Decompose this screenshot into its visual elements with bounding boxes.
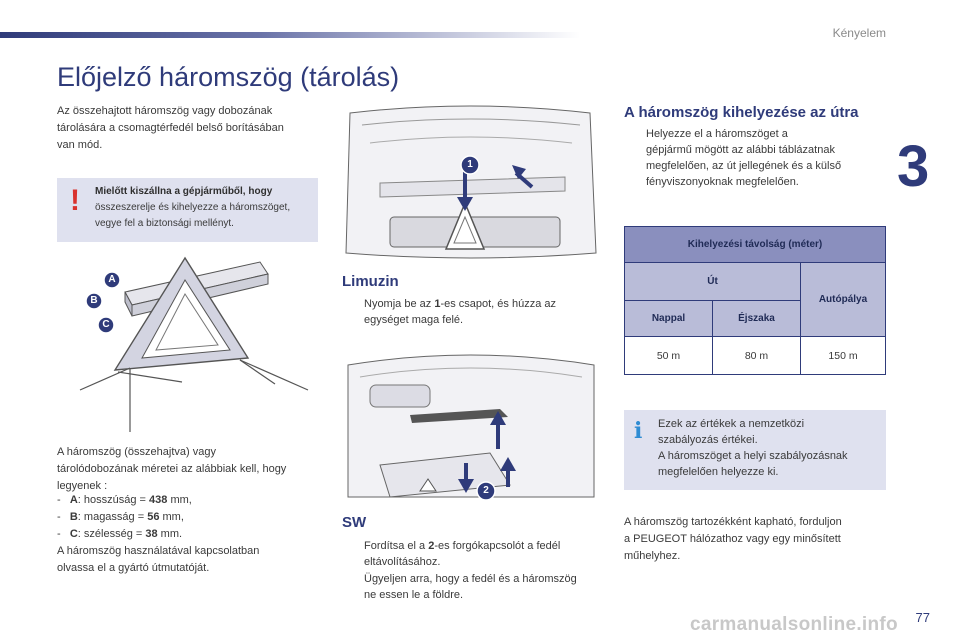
dimensions-outro: A háromszög használatával kapcsolatban olvassa el a gyártó útmutatóját.: [57, 545, 260, 574]
callout-a-label: A: [108, 274, 116, 285]
info-text: Ezek az értékek a nemzetközi szabályozás értékei. A háromszöget a helyi szabályozásnak megfelelően helyezze ki.: [658, 418, 848, 478]
sw-step-2: Ügyeljen arra, hogy a fedél és a háromszög ne essen le a földre.: [364, 573, 577, 601]
accessory-note: A háromszög tartozékként kapható, forduljon a PEUGEOT hálózathoz vagy egy minősített műhelyhez.: [624, 516, 842, 562]
warning-box: [57, 178, 318, 242]
page-number: 77: [915, 610, 930, 625]
info-icon: i: [634, 418, 643, 444]
page-title: Előjelző háromszög (tárolás): [57, 62, 400, 92]
table-header-night: Éjszaka: [713, 301, 801, 337]
dimension-b: - B: magasság = 56 mm,: [57, 511, 184, 523]
intro-paragraph: Az összehajtott háromszög vagy dobozának tárolására a csomagtérfedél belső borításában van mód.: [57, 105, 284, 151]
watermark: carmanualsonline.info: [690, 614, 898, 635]
sw-heading: SW: [342, 514, 367, 531]
table-row: [625, 337, 886, 375]
placement-step: Helyezze el a háromszöget a gépjármű mögött az alábbi táblázatnak megfelelően, az út jellegének és a külső fényviszonyoknak megfelelően.: [646, 128, 842, 188]
table-header-highway: Autópálya: [801, 263, 886, 337]
distance-table: [624, 226, 886, 375]
table-header-road: Út: [625, 263, 801, 301]
sw-step-1: Fordítsa el a 2-es forgókapcsolót a fedél eltávolításához.: [364, 540, 561, 568]
callout-c-label: C: [102, 319, 110, 330]
warning-exclamation-icon: !: [70, 184, 80, 217]
table-cell-highway: 150 m: [801, 337, 886, 375]
warning-text: összeszerelje és kihelyezze a háromszöget, vegye fel a biztonsági mellényt.: [95, 202, 291, 229]
callout-b-label: B: [90, 295, 98, 306]
table-title: Kihelyezési távolság (méter): [625, 227, 886, 263]
chapter-number: 3: [897, 134, 930, 199]
info-box: [624, 410, 886, 490]
placement-heading: A háromszög kihelyezése az útra: [624, 104, 859, 121]
section-label: Kényelem: [832, 26, 886, 40]
limuzin-heading: Limuzin: [342, 273, 399, 290]
header-gradient-bar: [0, 32, 580, 38]
table-cell-night: 80 m: [713, 337, 801, 375]
callout-2-label: 2: [483, 485, 489, 496]
table-cell-day: 50 m: [625, 337, 713, 375]
limuzin-trunk-illustration: [340, 103, 602, 263]
sw-trunk-illustration: [340, 345, 602, 505]
dimension-a: - A: hosszúság = 438 mm,: [57, 494, 192, 506]
limuzin-step: Nyomja be az 1-es csapot, és húzza az egységet maga felé.: [364, 298, 556, 326]
warning-title: Mielőtt kiszállna a gépjárműből, hogy: [95, 186, 273, 197]
dimensions-intro: A háromszög (összehajtva) vagy tárolódobozának méretei az alábbiak kell, hogy legyenek :: [57, 446, 287, 492]
table-header-day: Nappal: [625, 301, 713, 337]
dimension-c: - C: szélesség = 38 mm.: [57, 528, 183, 540]
callout-1-label: 1: [467, 159, 473, 170]
